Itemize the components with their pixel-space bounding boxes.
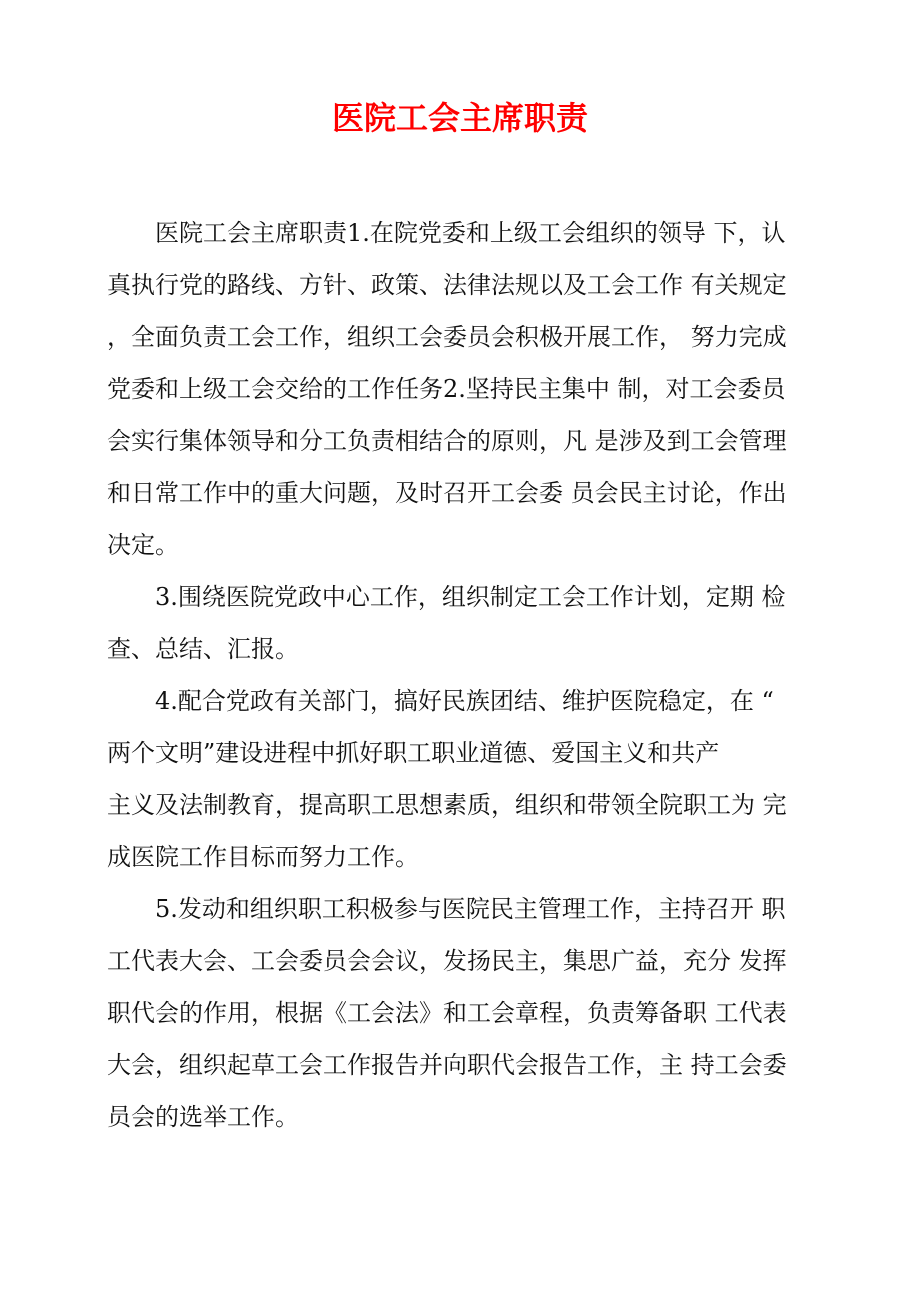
text-line: 5.发动和组织职工积极参与医院民主管理工作，主持召开 职	[155, 895, 786, 923]
text-line: 主义及法制教育，提高职工思想素质，组织和带领全院职工为 完	[107, 791, 787, 819]
document-body	[107, 207, 818, 1143]
text-line: 会实行集体领导和分工负责相结合的原则，凡 是涉及到工会管理	[107, 427, 787, 455]
text-line: 真执行党的路线、方针、政策、法律法规以及工会工作 有关规定	[107, 271, 787, 299]
text-line: ，全面负责工会工作，组织工会委员会积极开展工作， 努力完成	[107, 323, 787, 351]
paragraph	[107, 207, 818, 571]
paragraph	[107, 571, 818, 675]
text-line: 3.围绕医院党政中心工作，组织制定工会工作计划，定期 检	[155, 583, 786, 611]
paragraph	[107, 675, 818, 883]
text-line: 决定。	[107, 531, 179, 559]
text-line: 党委和上级工会交给的工作任务2.坚持民主集中 制，对工会委员	[107, 375, 786, 403]
text-line: 查、总结、汇报。	[107, 635, 299, 663]
text-line: 员会的选举工作。	[107, 1103, 299, 1131]
text-line: 4.配合党政有关部门，搞好民族团结、维护医院稳定，在 “	[155, 687, 774, 715]
text-line: 两个文明”建设进程中抓好职工职业道德、爱国主义和共产	[107, 739, 720, 767]
paragraph	[107, 883, 818, 1143]
text-line: 和日常工作中的重大问题，及时召开工会委 员会民主讨论，作出	[107, 479, 787, 507]
text-line: 成医院工作目标而努力工作。	[107, 843, 419, 871]
text-line: 工代表大会、工会委员会会议，发扬民主，集思广益，充分 发挥	[107, 947, 787, 975]
text-line: 职代会的作用，根据《工会法》和工会章程，负责筹备职 工代表	[107, 999, 787, 1027]
text-line: 医院工会主席职责1.在院党委和上级工会组织的领导 下，认	[155, 219, 786, 247]
text-line: 大会，组织起草工会工作报告并向职代会报告工作，主 持工会委	[107, 1051, 787, 1079]
document-title: 医院工会主席职责	[331, 99, 588, 137]
